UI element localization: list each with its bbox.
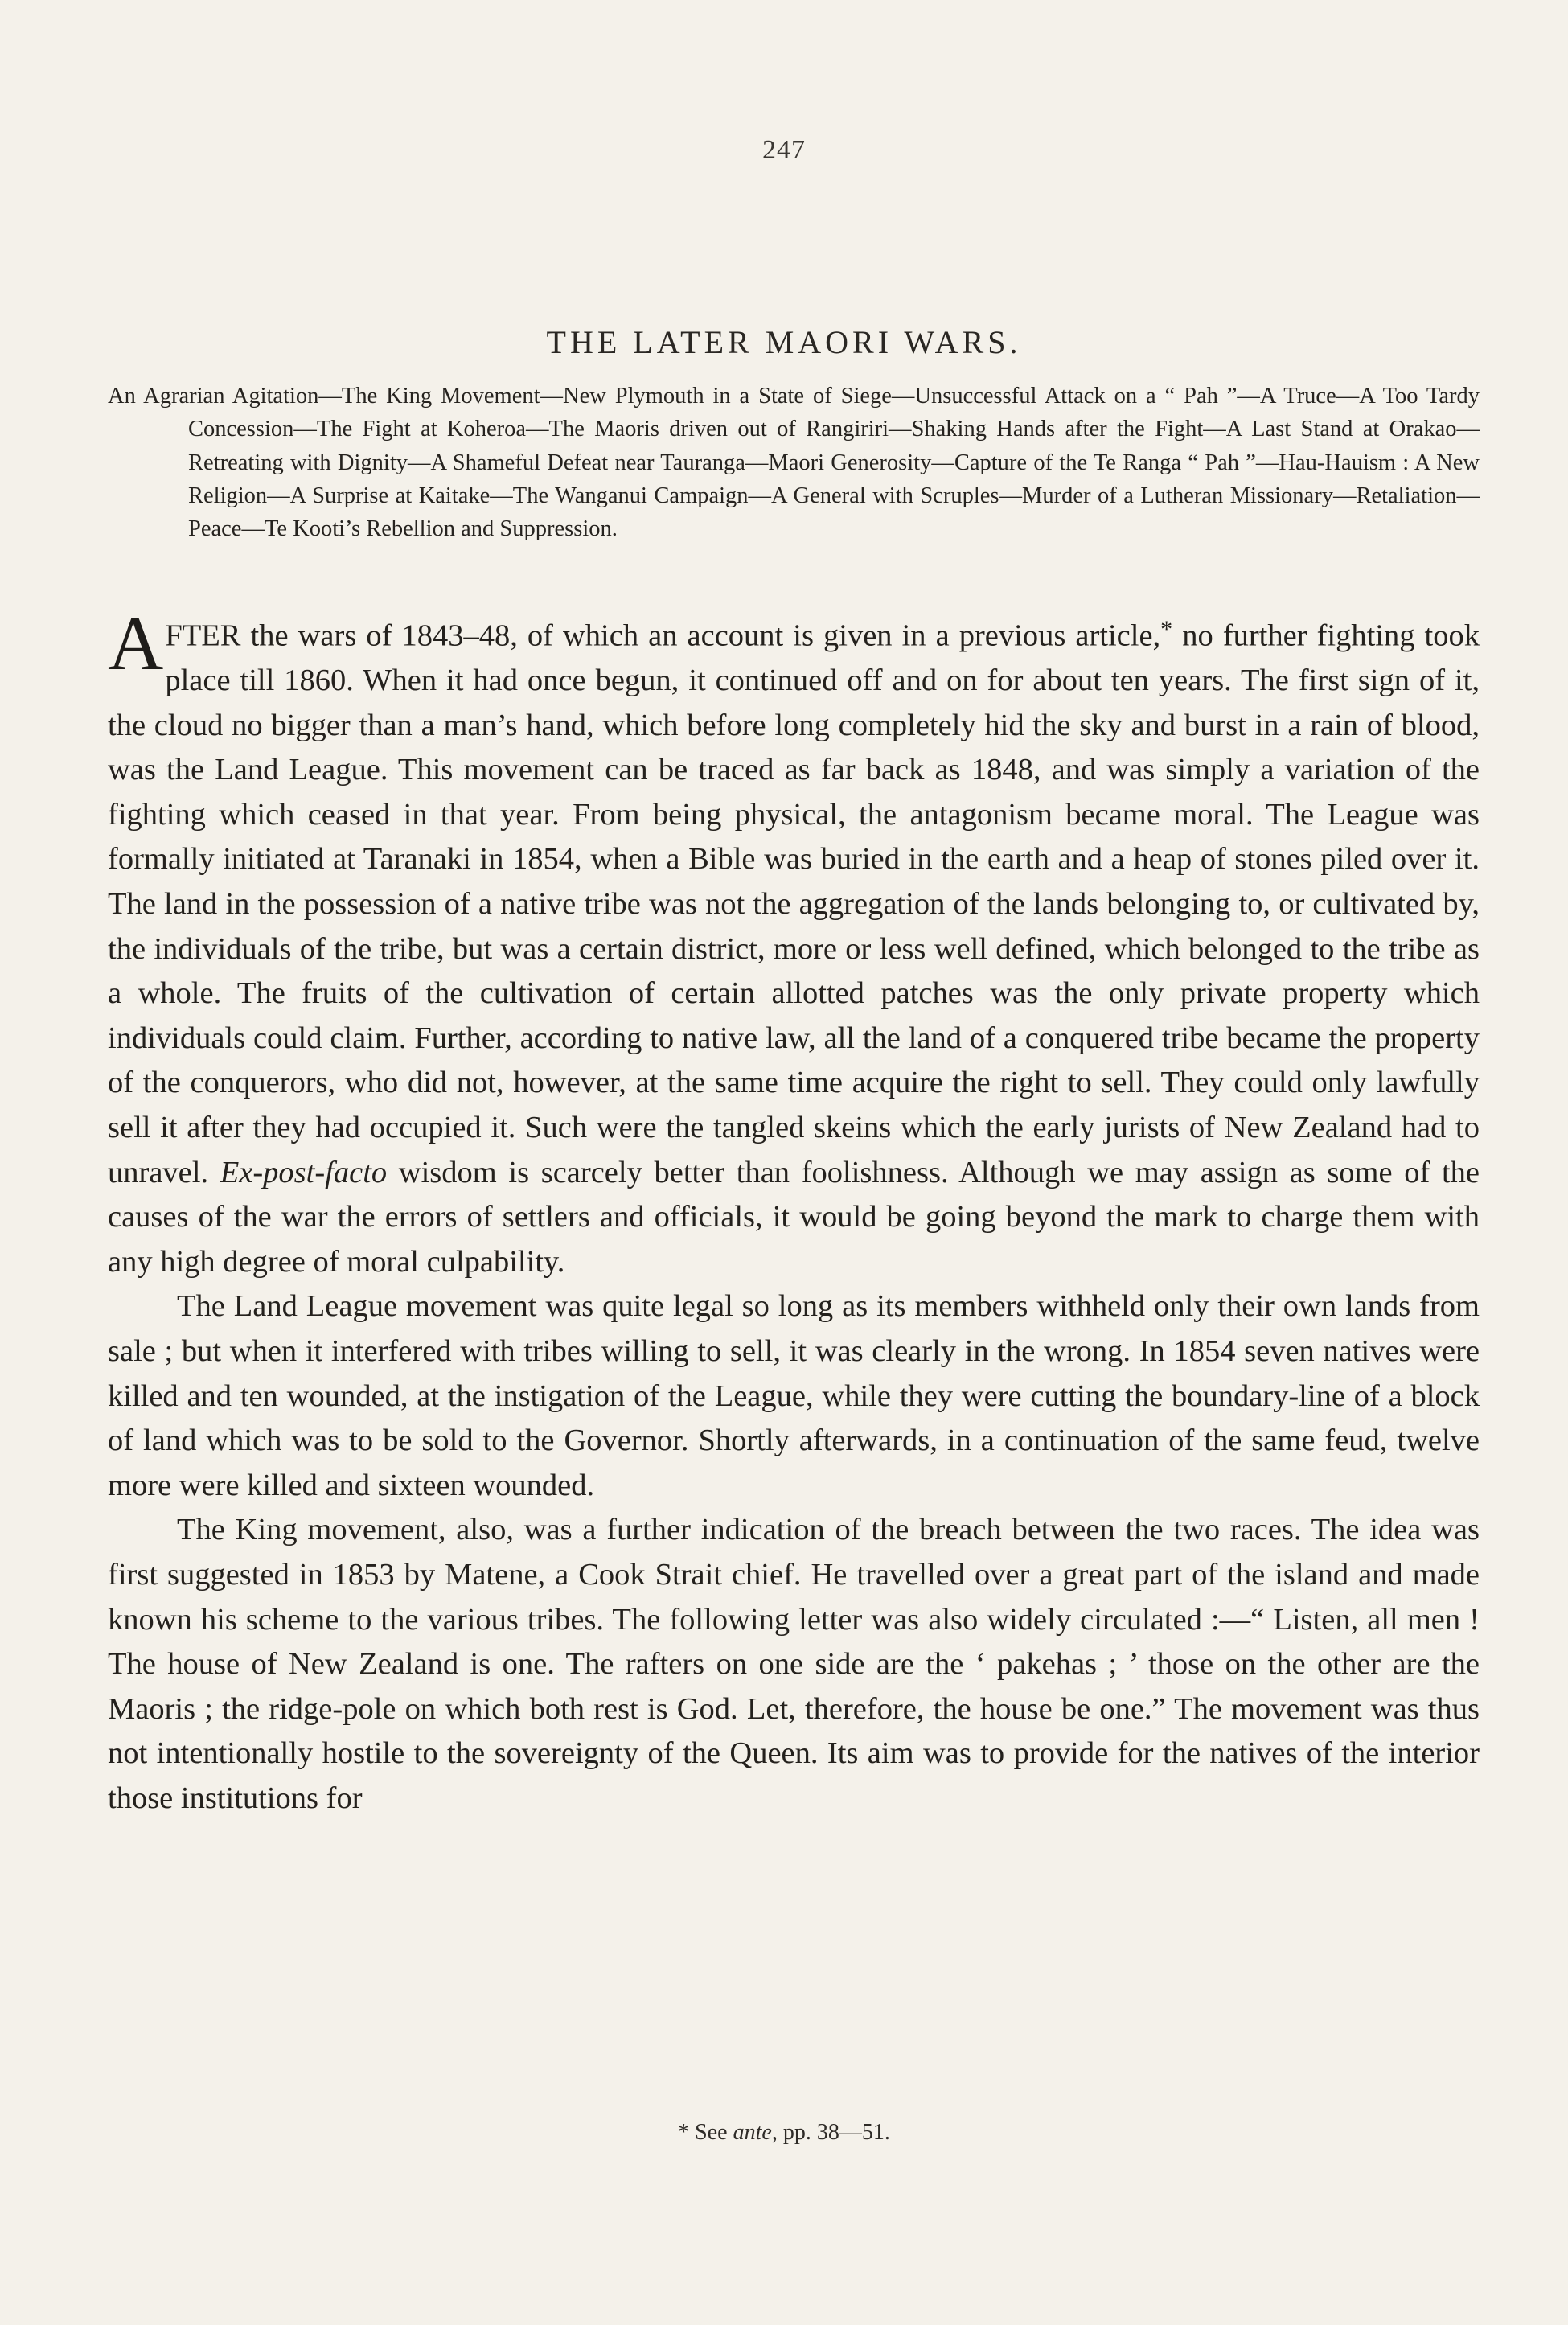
footnote-prefix: See [689,2120,733,2145]
footnote [0,2120,1568,2146]
paragraph-1 [108,600,1480,1284]
paragraph-3: The King movement, also, was a further indication of the breach between the two races. The idea was first suggested in 1853 by Matene, a Cook Strait chief. He travelled over a great part of the island and made known his scheme to the various tribes. The following letter was also widely circulated :—“ Listen, all men ! The house of New Zealand is one. The rafters on one side are the ‘ pakehas ; ’ those on the other are the Maoris ; the ridge-pole on which both rest is God. Let, therefore, the house be one.” The movement was thus not intentionally hostile to the sovereignty of the Queen. Its aim was to provide for the natives of the interior those institutions for [108,1513,1480,1815]
paragraph-1-text-c: wisdom is scarcely better than foolishness. Although we may assign as some of the causes of the war the errors of settlers and officials, it would be going beyond the mark to charge them with any high degree of moral culpability. [108,1155,1480,1279]
chapter-synopsis: An Agrarian Agitation—The King Movement—New Plymouth in a State of Siege—Unsuccessful Attack on a “ Pah ”—A Truce—A Too Tardy Concession—The Fight at Koheroa—The Maoris driven out of Rangiriri—Shaking Hands after the Fight—A Last Stand at Orakao—Retreating with Dignity—A Shameful Defeat near Tauranga—Maori Generosity—Capture of the Te Ranga “ Pah ”—Hau-Hauism : A New Religion—A Surprise at Kaitake—The Wanganui Campaign—A General with Scruples—Murder of a Lutheran Missionary—Retaliation—Peace—Te Kooti’s Rebellion and Suppression. [108,384,1480,542]
paragraph-1-text-a: the wars of 1843–48, of which an account is given in a previous article, [240,618,1161,653]
paragraph-1-text-b: no further fighting took place till 1860. When it had once begun, it continued off and on for about ten years. The first sign of it, the cloud no bigger than a man’s hand, which before long completely hid the sky and burst in a rain of blood, was the Land League. This movement can be traced as far back as 1848, and was simply a variation of the fighting which ceased in that year. From being physical, the antagonism became moral. The League was formally initiated at Taranaki in 1854, when a Bible was buried in the earth and a heap of stones piled over it. The land in the possession of a native tribe was not the aggregation of the lands belonging to, or cultivated by, the individuals of the tribe, but was a certain district, more or less well defined, which belonged to the tribe as a whole. The fruits of the cultivation of certain allotted patches was the only private property which individuals could claim. Further, according to native law, all the land of a conquered tribe became the property of the conquerors, who did not, however, at the same time acquire the right to sell. They could only lawfully sell it after they had occupied it. Such were the tangled skeins which the early jurists of New Zealand had to unravel. [108,618,1480,1189]
paragraph-2: The Land League movement was quite legal so long as its members withheld only their own lands from sale ; but when it interfered with tribes willing to sell, it was clearly in the wrong. In 1854 seven natives were killed and ten wounded, at the instigation of the League, while they were cutting the boundary-line of a block of land which was to be sold to the Governor. Shortly afterwards, in a continuation of the same feud, twelve more were killed and sixteen wounded. [108,1289,1480,1502]
footnote-suffix: , pp. 38—51. [771,2120,890,2145]
drop-cap: A [108,600,164,686]
footnote-mark: * [678,2120,690,2145]
chapter-title: THE LATER MAORI WARS. [546,323,1022,360]
body-text [108,600,1480,1822]
italic-phrase: Ex-post-facto [220,1155,388,1189]
footnote-italic: ante [733,2120,772,2145]
lead-word: FTER [165,618,241,653]
page-number: 247 [762,135,806,165]
footnote-reference-mark: * [1160,616,1173,643]
